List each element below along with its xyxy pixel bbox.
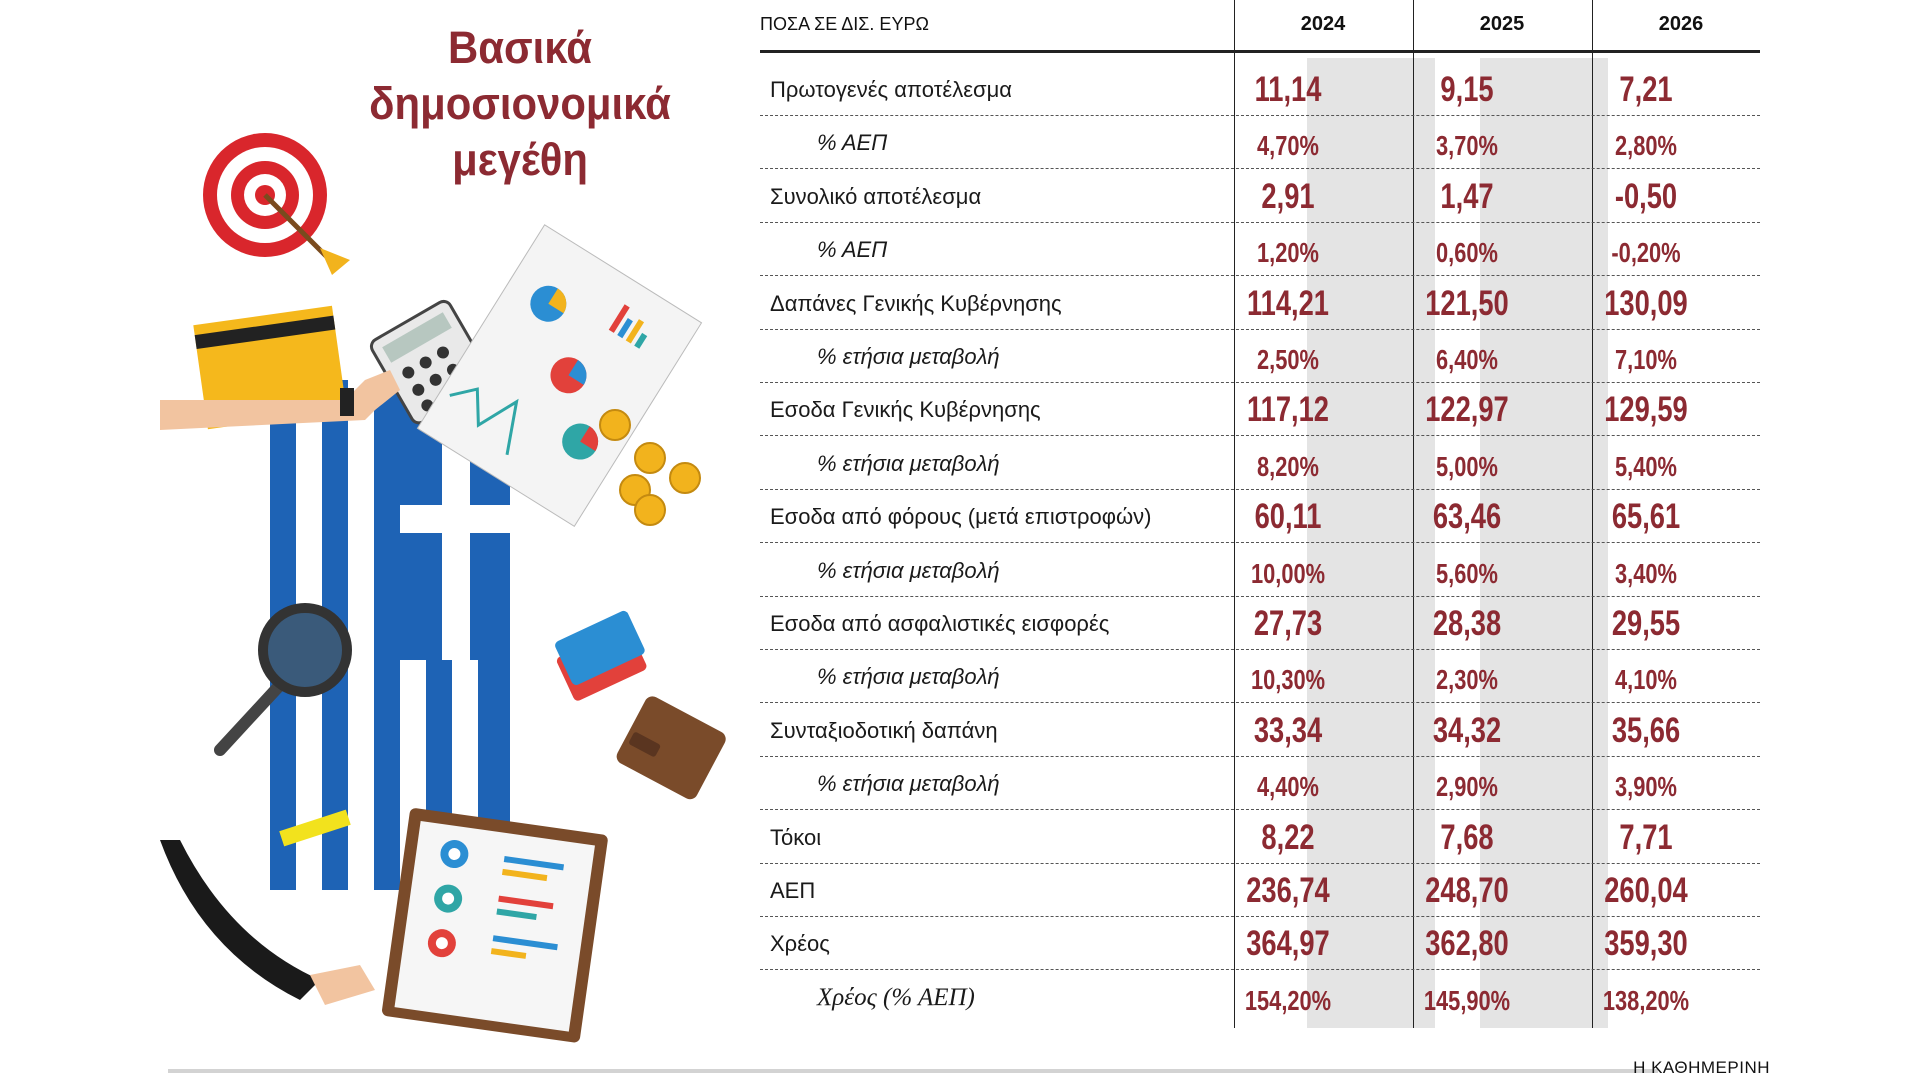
row-label: Εσοδα από ασφαλιστικές εισφορές bbox=[770, 611, 1110, 636]
table-row bbox=[760, 971, 1760, 1024]
value-cell-2026: 130,09 bbox=[1604, 283, 1688, 323]
value-cell-2026: 2,80% bbox=[1615, 130, 1677, 162]
value-cell-2025: 121,50 bbox=[1425, 283, 1509, 323]
value-cell-2024: 154,20% bbox=[1244, 984, 1332, 1016]
value-cell-2025: 34,32 bbox=[1432, 710, 1502, 750]
row-label: % ετήσια μεταβολή bbox=[817, 450, 1000, 476]
table-row bbox=[760, 811, 1760, 864]
value-cell-2025: 28,38 bbox=[1432, 604, 1502, 643]
value-cell-2025: 1,47 bbox=[1440, 176, 1494, 216]
header-year: 2024 bbox=[1300, 13, 1346, 35]
table-row bbox=[760, 116, 1760, 169]
row-label: Χρέος bbox=[770, 931, 830, 957]
value-cell-2026: 35,66 bbox=[1611, 710, 1681, 750]
value-cell-2024: 10,00% bbox=[1250, 557, 1326, 589]
table-row bbox=[760, 383, 1760, 436]
wallet-icon bbox=[614, 694, 729, 802]
target-icon bbox=[203, 133, 350, 275]
table-row bbox=[760, 757, 1760, 810]
value-cell-2025: 9,15 bbox=[1440, 70, 1494, 109]
table-row bbox=[760, 330, 1760, 383]
row-label: % ετήσια μεταβολή bbox=[817, 771, 1000, 797]
value-cell-2024: 60,11 bbox=[1254, 497, 1322, 537]
value-cell-2025: 2,90% bbox=[1436, 771, 1498, 803]
row-label: Εσοδα από φόρους (μετά επιστροφών) bbox=[770, 504, 1152, 530]
value-cell-2024: 33,34 bbox=[1253, 710, 1323, 750]
header-units-label: ΠΟΣΑ ΣΕ ΔΙΣ. ΕΥΡΩ bbox=[760, 14, 929, 34]
table-row bbox=[760, 704, 1760, 757]
value-cell-2024: 8,20% bbox=[1257, 450, 1319, 482]
table-row bbox=[760, 650, 1760, 703]
table-row bbox=[760, 864, 1760, 917]
row-label: % ετήσια μεταβολή bbox=[817, 664, 1000, 690]
table-row bbox=[760, 170, 1760, 223]
value-cell-2026: 129,59 bbox=[1604, 390, 1688, 430]
value-cell-2025: 0,60% bbox=[1436, 237, 1498, 269]
table-row bbox=[760, 490, 1760, 543]
coins-icon bbox=[600, 410, 700, 525]
value-cell-2024: 1,20% bbox=[1257, 237, 1319, 269]
value-cell-2026: 260,04 bbox=[1604, 871, 1688, 910]
value-cell-2026: 7,71 bbox=[1619, 817, 1673, 857]
value-cell-2024: 364,97 bbox=[1246, 924, 1330, 964]
row-label: % ΑΕΠ bbox=[817, 130, 888, 156]
table-row bbox=[760, 437, 1760, 490]
row-label: % ετήσια μεταβολή bbox=[817, 557, 1000, 583]
value-cell-2025: 63,46 bbox=[1432, 497, 1502, 537]
row-label: Δαπάνες Γενικής Κυβέρνησης bbox=[770, 290, 1062, 316]
value-cell-2025: 3,70% bbox=[1436, 130, 1498, 162]
row-label: Συνταξιοδοτική δαπάνη bbox=[770, 717, 998, 743]
value-cell-2025: 2,30% bbox=[1436, 664, 1498, 696]
table-row bbox=[760, 597, 1760, 650]
row-label: Πρωτογενές αποτέλεσμα bbox=[770, 77, 1012, 102]
value-cell-2025: 362,80 bbox=[1425, 924, 1509, 964]
row-label: Συνολικό αποτέλεσμα bbox=[770, 183, 982, 209]
credit-cards-icon bbox=[549, 609, 653, 702]
value-cell-2026: 65,61 bbox=[1611, 497, 1681, 537]
value-cell-2026: 359,30 bbox=[1604, 924, 1688, 964]
row-label: ΑΕΠ bbox=[770, 878, 816, 903]
value-cell-2025: 6,40% bbox=[1436, 344, 1498, 375]
value-cell-2026: 7,10% bbox=[1615, 344, 1677, 375]
value-cell-2024: 4,70% bbox=[1257, 130, 1319, 162]
value-cell-2026: 29,55 bbox=[1611, 604, 1681, 643]
value-cell-2025: 5,60% bbox=[1436, 557, 1498, 589]
value-cell-2024: 236,74 bbox=[1246, 871, 1330, 910]
header-year: 2026 bbox=[1658, 13, 1704, 35]
bottom-rule bbox=[168, 1069, 1658, 1073]
row-label: % ετήσια μεταβολή bbox=[817, 344, 1000, 369]
value-cell-2024: 2,91 bbox=[1261, 176, 1315, 216]
value-cell-2024: 4,40% bbox=[1257, 771, 1319, 803]
source-credit: Η ΚΑΘΗΜΕΡΙΝΗ bbox=[1633, 1058, 1770, 1077]
value-cell-2024: 10,30% bbox=[1250, 664, 1326, 696]
value-cell-2024: 117,12 bbox=[1247, 390, 1329, 430]
table-row bbox=[760, 917, 1760, 970]
row-label: Χρέος (% ΑΕΠ) bbox=[817, 983, 975, 1011]
value-cell-2026: -0,20% bbox=[1611, 237, 1681, 269]
table-row bbox=[760, 63, 1760, 116]
table-row bbox=[760, 277, 1760, 330]
header-rule bbox=[760, 50, 1760, 53]
clipboard-icon bbox=[381, 807, 608, 1043]
value-cell-2026: 4,10% bbox=[1615, 664, 1677, 696]
value-cell-2026: 5,40% bbox=[1615, 450, 1677, 482]
value-cell-2024: 11,14 bbox=[1254, 70, 1322, 109]
value-cell-2025: 248,70 bbox=[1425, 871, 1509, 910]
table-row bbox=[760, 544, 1760, 597]
value-cell-2024: 27,73 bbox=[1253, 604, 1323, 643]
value-cell-2026: 3,40% bbox=[1615, 557, 1677, 589]
value-cell-2024: 2,50% bbox=[1257, 344, 1319, 375]
value-cell-2026: 138,20% bbox=[1602, 984, 1690, 1016]
value-cell-2025: 7,68 bbox=[1440, 817, 1494, 857]
row-label: Εσοδα Γενικής Κυβέρνησης bbox=[770, 397, 1041, 423]
page-title: Βασικά δημοσιονομικά μεγέθη bbox=[369, 22, 671, 185]
value-cell-2024: 114,21 bbox=[1247, 283, 1329, 323]
value-cell-2025: 145,90% bbox=[1423, 984, 1511, 1016]
row-label: % ΑΕΠ bbox=[817, 237, 888, 263]
value-cell-2026: -0,50 bbox=[1614, 176, 1678, 216]
value-cell-2025: 5,00% bbox=[1436, 450, 1498, 482]
value-cell-2024: 8,22 bbox=[1261, 817, 1315, 857]
fiscal-table bbox=[760, 0, 1760, 1040]
value-cell-2026: 7,21 bbox=[1619, 70, 1673, 109]
value-cell-2025: 122,97 bbox=[1425, 390, 1509, 430]
value-cell-2026: 3,90% bbox=[1615, 771, 1677, 803]
row-label: Τόκοι bbox=[770, 824, 822, 850]
header-year: 2025 bbox=[1479, 13, 1525, 35]
table-row bbox=[760, 223, 1760, 276]
finance-illustration bbox=[160, 120, 760, 1050]
